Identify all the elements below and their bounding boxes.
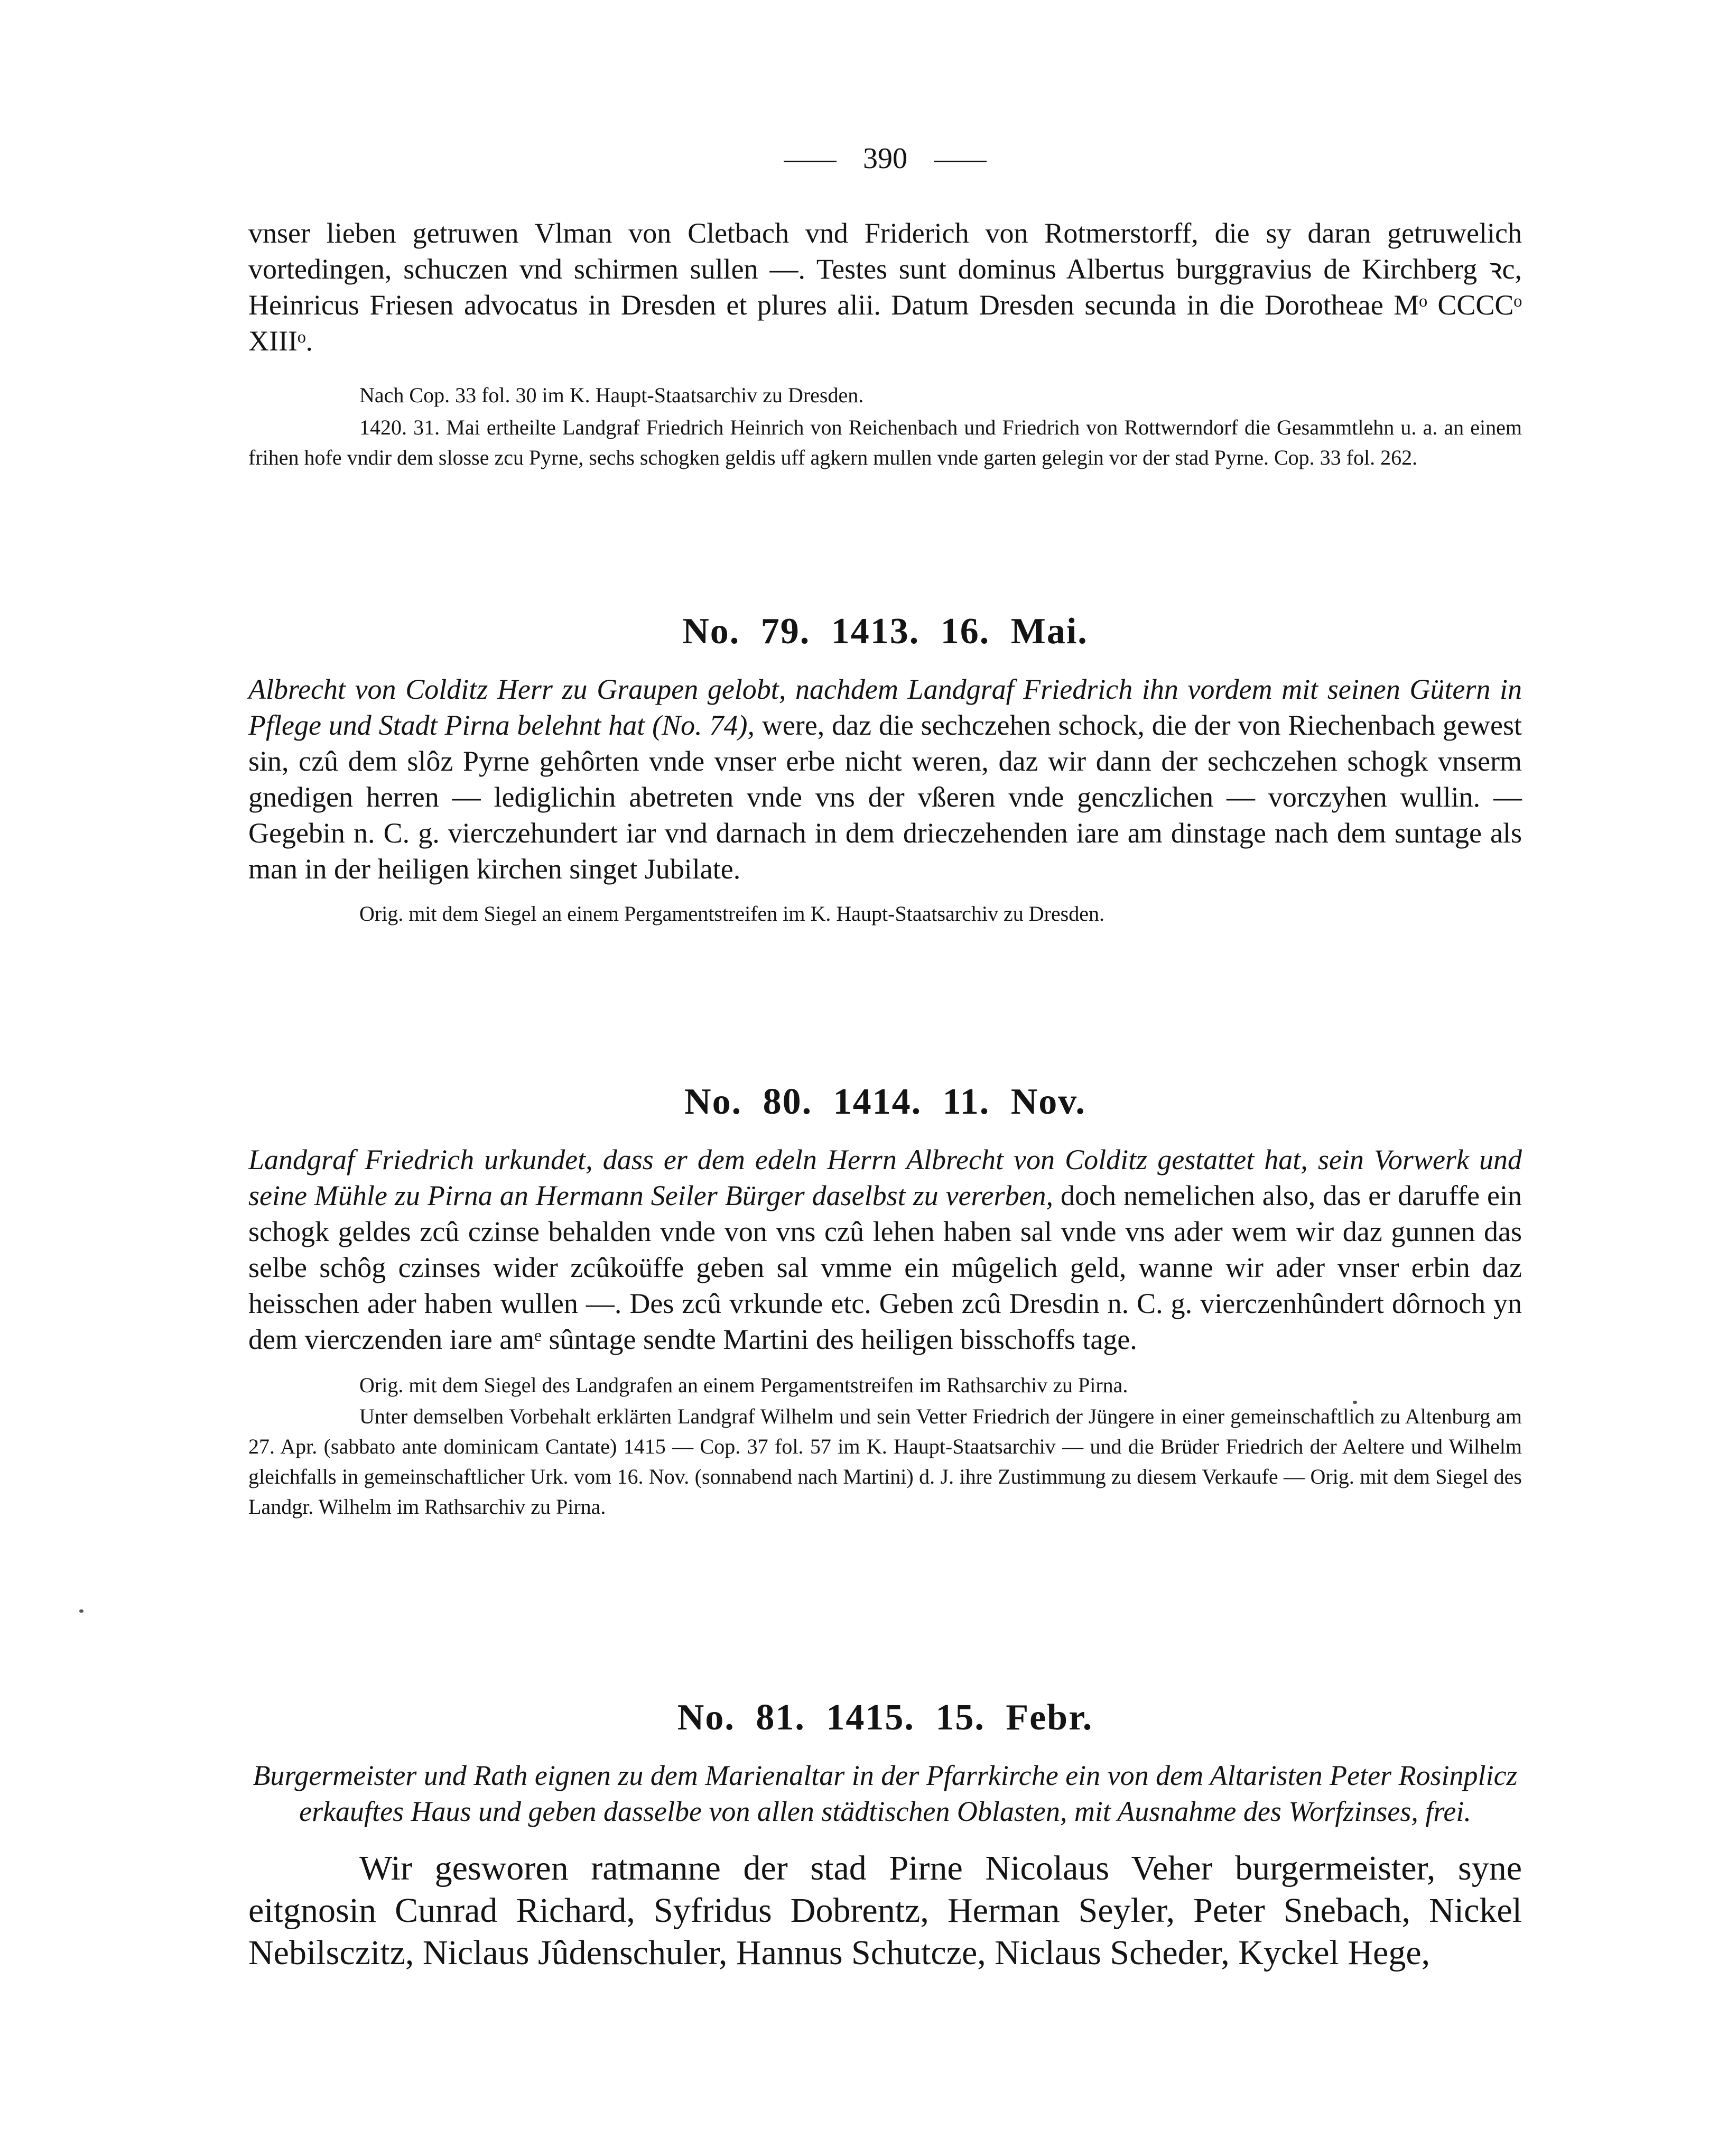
folio-dash-left [784,161,837,162]
document-79-body: were, daz die sechczehen schock, die der von Riechenbach gewest sin, czû dem slôz Pyrne gehôrten vnde vnser erbe nicht weren, daz wir dann der sechczehen schogk vnserm gnedigen herren — lediglichin abetreten vnde vns der vßeren vnde genczlichen — vorczyhen wullin. — Gegebin n. C. g. vierczehundert iar vnd darnach in dem drieczehenden iare am dinstage nach dem suntage als man in der heiligen kirchen singet Jubilate. [248,709,1522,885]
page-number: 390 [863,142,907,175]
document-80-text [248,1142,1522,1357]
document-80-body: doch nemelichen also, das er daruffe ein schogk geldes zcû czinse behalden vnde von vns czû lehen haben sal vnde vns ader wem wir daz gunnen das selbe schôg czinses wider zcûkoüffe geben sal vmme ein mûgelich geld, wanne wir ader vnser erbin daz heisschen ader haben wullen —. Des zcû vrkunde etc. Geben zcû Dresdin n. C. g. vierczenhûndert dôrnoch yn dem vierczenden iare amᵉ sûntage sendte Martini des heiligen bisschoffs tage. [248,1180,1522,1355]
document-81-text: Wir gesworen ratmanne der stad Pirne Nicolaus Veher burgermeister, syne eitgnosin Cunrad Richard, Syfridus Dobrentz, Herman Seyler, Peter Snebach, Nickel Nebilsczitz, Niclaus Jûdenschuler, Hannus Schutcze, Niclaus Scheder, Kyckel Hege, [248,1849,1522,1972]
document-80-supplementary-note: Unter demselben Vorbehalt erklärten Landgraf Wilhelm und sein Vetter Friedrich der Jüngere in einer gemeinschaftlich zu Altenburg am 27. Apr. (sabbato ante dominicam Cantate) 1415 — Cop. 37 fol. 57 im K. Haupt-Staatsarchiv — und die Brüder Friedrich der Aeltere und Wilhelm gleichfalls in gemeinschaftlicher Urk. vom 16. Nov. (sonnabend nach Martini) d. J. ihre Zustimmung zu diesem Verkaufe — Orig. mit dem Siegel des Landgr. Wilhelm im Rathsarchiv zu Pirna. [248,1404,1522,1519]
scan-speck [1353,1401,1357,1404]
document-80-heading: No. 80. 1414. 11. Nov. [684,1081,1086,1122]
document-79-regest: Albrecht von Colditz Herr zu Graupen gelobt, nachdem Landgraf Friedrich ihn vordem mit seinen Gütern in Pflege und Stadt Pirna belehnt hat (No. 74), [248,673,1522,741]
scan-speck [79,1609,83,1613]
intro-supplementary-note: 1420. 31. Mai ertheilte Landgraf Friedrich Heinrich von Reichenbach und Friedrich von Rottwerndorf die Gesammtlehn u. a. an einem frihen hofe vndir dem slosse zcu Pyrne, sechs schogken geldis uff agkern mullen vnde garten gelegin vor der stad Pyrne. Cop. 33 fol. 262. [248,415,1522,469]
document-81-heading: No. 81. 1415. 15. Febr. [677,1697,1093,1738]
document-81-regest: Burgermeister und Rath eignen zu dem Marienaltar in der Pfarrkirche ein von dem Altaristen Peter Rosinplicz erkauftes Haus und geben dasselbe von allen städtischen Oblasten, mit Ausnahme des Worfzinses, frei. [253,1760,1518,1827]
intro-paragraph: vnser lieben getruwen Vlman von Cletbach vnd Friderich von Rotmerstorff, die sy daran getruwelich vortedingen, schuczen vnd schirmen sullen —. Testes sunt dominus Albertus burggravius de Kirchberg ꝛc, Heinricus Friesen advocatus in Dresden et plures alii. Datum Dresden secunda in die Dorotheae Mᵒ CCCCᵒ XIIIᵒ. [248,217,1522,357]
page-header [248,135,1522,182]
folio-dash-right [934,161,987,162]
document-80-regest: Landgraf Friedrich urkundet, dass er dem edeln Herrn Albrecht von Colditz gestattet hat, sein Vorwerk und seine Mühle zu Pirna an Hermann Seiler Bürger daselbst zu vererben, [248,1144,1522,1211]
intro-section [248,215,1522,473]
document-79-heading: No. 79. 1413. 16. Mai. [682,611,1088,652]
document-79-text [248,671,1522,887]
document-80 [248,1078,1522,1522]
intro-source-note: Nach Cop. 33 fol. 30 im K. Haupt-Staatsarchiv zu Dresden. [359,383,864,407]
document-79 [248,608,1522,929]
document-80-source-note: Orig. mit dem Siegel des Landgrafen an einem Pergamentstreifen im Rathsarchiv zu Pirna. [359,1373,1128,1397]
document-81 [248,1694,1522,1974]
document-79-source-note: Orig. mit dem Siegel an einem Pergamentstreifen im K. Haupt-Staatsarchiv zu Dresden. [359,902,1104,926]
